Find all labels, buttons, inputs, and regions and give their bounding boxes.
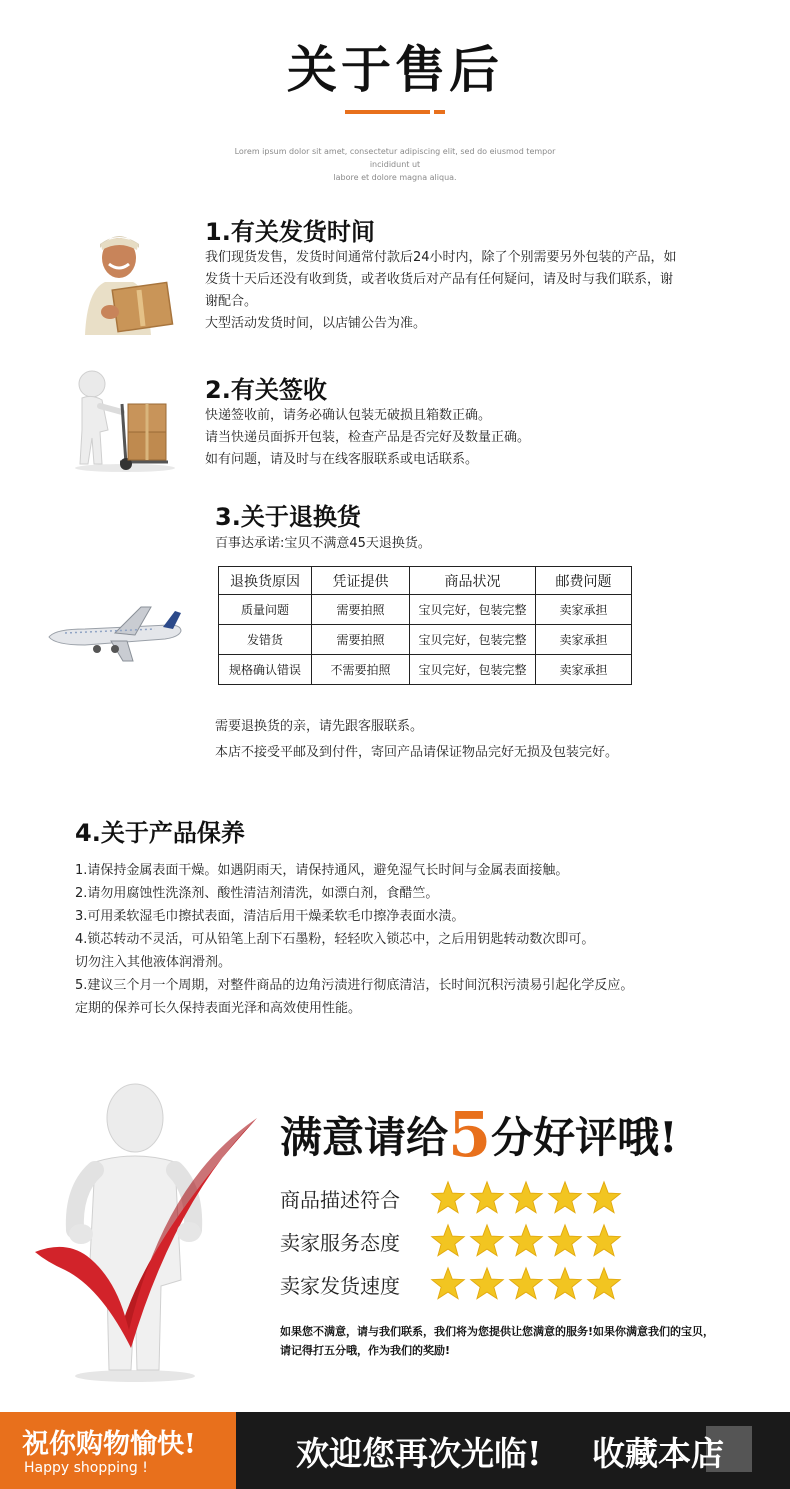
- receipt-line: 快递签收前，请务必确认包装无破损且箱数正确。: [205, 408, 492, 423]
- favorite-store-button[interactable]: 收藏本店: [592, 1434, 724, 1473]
- star-icon: [430, 1180, 466, 1216]
- receipt-text: [205, 405, 530, 471]
- rating-label: 卖家发货速度: [280, 1273, 400, 1298]
- section-title-returns: 3.关于退换货: [215, 503, 361, 531]
- table-header-row: [219, 567, 632, 595]
- rating-label: 商品描述符合: [280, 1187, 400, 1212]
- footer-greeting-cn: 祝你购物愉快!: [22, 1429, 196, 1460]
- table-cell: 质量问题: [219, 595, 312, 625]
- star-icon: [547, 1266, 583, 1302]
- slogan-text: 满意请给: [280, 1113, 449, 1162]
- title-underline: [345, 110, 445, 114]
- star-icon: [469, 1223, 505, 1259]
- star-icon: [430, 1266, 466, 1302]
- returns-promise: 百事达承诺:宝贝不满意45天退换货。: [215, 536, 431, 551]
- star-icon: [586, 1266, 622, 1302]
- table-cell: 规格确认错误: [219, 655, 312, 685]
- table-row: [219, 625, 632, 655]
- airplane-illustration: [45, 605, 185, 665]
- slogan-text: 分好评哦!: [491, 1113, 678, 1162]
- rating-slogan: [280, 1098, 678, 1171]
- care-line: 2.请勿用腐蚀性洗涤剂、酸性清洁剂清洗，如漂白剂，食醋竺。: [75, 886, 439, 901]
- rating-note-line: 如果您不满意，请与我们联系，我们将为您提供让您满意的服务!如果你满意我们的宝贝，: [280, 1325, 715, 1338]
- returns-note-2: 本店不接受平邮及到付件，寄回产品请保证物品完好无损及包装完好。: [215, 745, 619, 760]
- star-icon: [547, 1223, 583, 1259]
- table-header-cell: 退换货原因: [219, 567, 312, 595]
- footer-greeting-en: Happy shopping !: [24, 1460, 148, 1476]
- receipt-line: 如有问题，请及时与在线客服联系或电话联系。: [205, 452, 479, 467]
- star-rating: [430, 1223, 625, 1259]
- shipping-text: [205, 247, 677, 335]
- star-icon: [508, 1223, 544, 1259]
- delivery-man-illustration: [65, 220, 180, 335]
- table-cell: 卖家承担: [536, 655, 632, 685]
- table-row: [219, 655, 632, 685]
- hand-truck-figure-illustration: [60, 368, 190, 473]
- table-header-cell: 商品状况: [410, 567, 536, 595]
- care-text: [75, 859, 633, 1020]
- care-line: 4.锁芯转动不灵活，可从铅笔上刮下石墨粉，轻轻吹入锁芯中，之后用钥匙转动数次即可。: [75, 932, 595, 947]
- star-icon: [469, 1180, 505, 1216]
- star-icon: [469, 1266, 505, 1302]
- table-cell: 需要拍照: [312, 625, 410, 655]
- star-rating: [430, 1180, 625, 1216]
- table-header-cell: 凭证提供: [312, 567, 410, 595]
- receipt-line: 请当快递员面拆开包装，检查产品是否完好及数量正确。: [205, 430, 531, 445]
- star-icon: [508, 1180, 544, 1216]
- returns-note-1: 需要退换货的亲，请先跟客服联系。: [215, 719, 424, 734]
- star-icon: [547, 1180, 583, 1216]
- star-rating: [430, 1266, 625, 1302]
- shipping-line: 我们现货发售，发货时间通常付款后24小时内，除了个别需要另外包装的产品，如: [205, 250, 677, 265]
- table-cell: 发错货: [219, 625, 312, 655]
- subtitle-line: Lorem ipsum dolor sit amet, consectetur adipiscing elit, sed do eiusmod tempor incididunt ut: [234, 147, 556, 169]
- table-cell: 宝贝完好，包装完整: [410, 625, 536, 655]
- section-title-receipt: 2.有关签收: [205, 376, 327, 404]
- returns-table-wrap: [218, 566, 632, 685]
- checkmark-figure-illustration: [25, 1080, 265, 1385]
- subtitle-line: labore et dolore magna aliqua.: [333, 173, 457, 182]
- footer-bar: [236, 1412, 790, 1489]
- rating-row: [280, 1264, 625, 1304]
- rating-list: [280, 1178, 625, 1304]
- table-cell: 宝贝完好，包装完整: [410, 655, 536, 685]
- care-line: 5.建议三个月一个周期，对整件商品的边角污渍进行彻底清洁，长时间沉积污渍易引起化学反应。: [75, 978, 634, 993]
- table-cell: 卖家承担: [536, 595, 632, 625]
- care-line: 3.可用柔软湿毛巾擦拭表面，清洁后用干燥柔软毛巾擦净表面水渍。: [75, 909, 465, 924]
- section-title-care: 4.关于产品保养: [75, 819, 245, 847]
- page-title: 关于售后: [287, 40, 503, 99]
- care-line: 定期的保养可长久保持表面光泽和高效使用性能。: [75, 1001, 362, 1016]
- shipping-line: 谢配合。: [205, 294, 258, 309]
- star-icon: [586, 1180, 622, 1216]
- section-title-shipping: 1.有关发货时间: [205, 218, 375, 246]
- care-line: 1.请保持金属表面干燥。如遇阴雨天，请保持通风，避免湿气长时间与金属表面接触。: [75, 863, 569, 878]
- shipping-line: 大型活动发货时间，以店铺公告为准。: [205, 316, 427, 331]
- footer-welcome: 欢迎您再次光临!: [296, 1434, 542, 1473]
- table-header-cell: 邮费问题: [536, 567, 632, 595]
- footer-greeting: [0, 1412, 236, 1489]
- table-cell: 不需要拍照: [312, 655, 410, 685]
- returns-table: [218, 566, 632, 685]
- rating-note: [280, 1322, 714, 1360]
- table-cell: 宝贝完好，包装完整: [410, 595, 536, 625]
- rating-row: [280, 1221, 625, 1261]
- star-icon: [586, 1223, 622, 1259]
- slogan-number: 5: [448, 1098, 492, 1171]
- rating-note-line: 请记得打五分哦，作为我们的奖励!: [280, 1344, 451, 1357]
- rating-label: 卖家服务态度: [280, 1230, 400, 1255]
- table-cell: 卖家承担: [536, 625, 632, 655]
- care-line: 切勿注入其他液体润滑剂。: [75, 955, 232, 970]
- table-cell: 需要拍照: [312, 595, 410, 625]
- header-subtitle: [215, 145, 575, 184]
- rating-row: [280, 1178, 625, 1218]
- table-row: [219, 595, 632, 625]
- star-icon: [508, 1266, 544, 1302]
- shipping-line: 发货十天后还没有收到货，或者收货后对产品有任何疑问，请及时与我们联系，谢: [205, 272, 674, 287]
- star-icon: [430, 1223, 466, 1259]
